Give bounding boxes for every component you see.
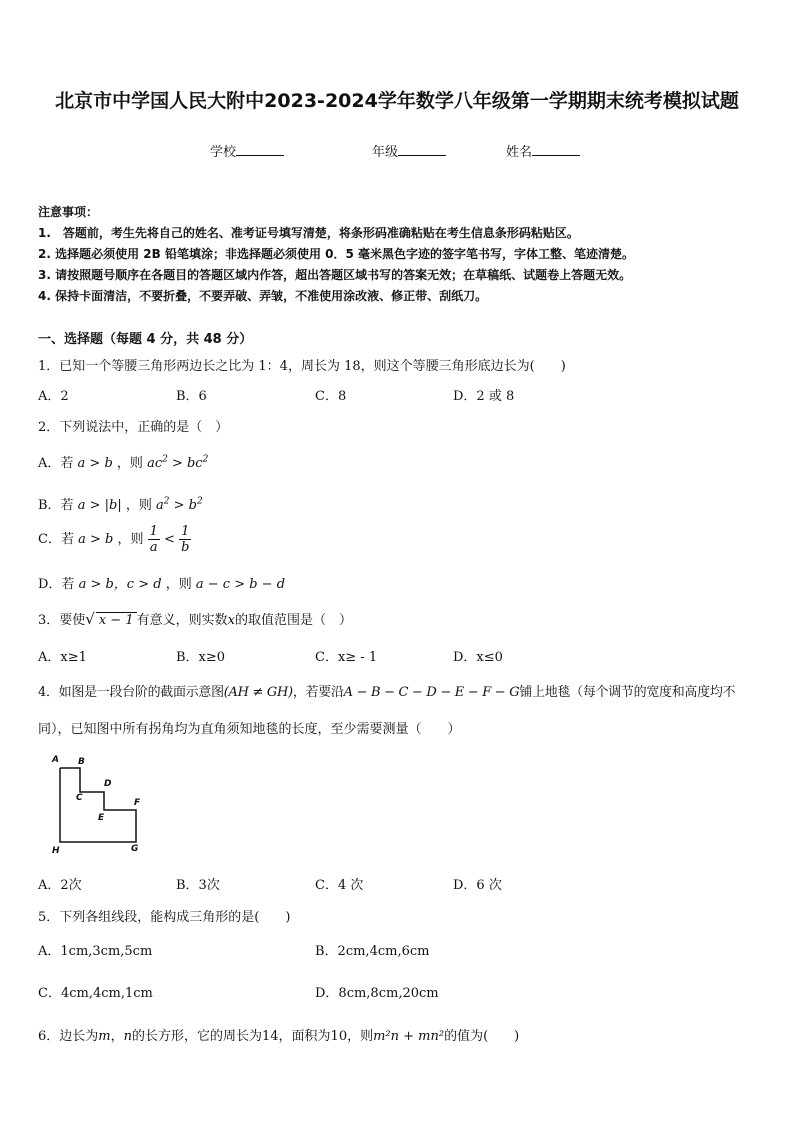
section-heading: 一、选择题（每题 4 分，共 48 分）: [38, 332, 253, 347]
notice-heading: 注意事项：: [38, 205, 99, 219]
notice-item-3: 3. 请按照题号顺序在各题目的答题区域内作答，超出答题区域书写的答案无效；在草稿纸、试题卷上答题无效。: [38, 268, 632, 282]
label-a: A: [52, 755, 59, 765]
q6-prefix: 6．边长为: [38, 1029, 99, 1044]
q6-var-m: m: [98, 1029, 111, 1044]
staircase-figure: [40, 752, 150, 856]
q4-condition: (AH ≠ GH): [223, 685, 293, 700]
question-2-text: 2．下列说法中，正确的是（ ）: [38, 420, 229, 435]
q2-c-prefix: C．若: [38, 532, 74, 547]
q3-option-b[interactable]: B．x≥0: [176, 650, 226, 665]
q2-b-then: ，则: [125, 498, 156, 513]
q2-a-result: $ac^2 > bc^2$: [147, 454, 209, 471]
name-field: [506, 141, 580, 160]
q1-option-c[interactable]: C．8: [315, 389, 347, 404]
q2-b-condition: a > |b|: [77, 498, 122, 513]
question-1-text: 1．已知一个等腰三角形两边长之比为 1：4，周长为 18，则这个等腰三角形底边长为( ): [38, 359, 566, 374]
q2-a-prefix: A．若: [38, 456, 74, 471]
q6-middle: 的长方形，它的周长为14，面积为10，则: [132, 1029, 374, 1044]
exam-title: 北京市中学国人民大附中2023-2024学年数学八年级第一学期期末统考模拟试题: [55, 90, 739, 112]
q2-option-b[interactable]: [38, 494, 203, 513]
q6-var-n: n: [123, 1029, 132, 1044]
question-4-line-1: [38, 681, 735, 700]
q2-option-a[interactable]: [38, 452, 208, 471]
q4-option-c[interactable]: C．4 次: [315, 878, 364, 893]
question-4-line-2: 同），已知图中所有拐角均为直角须知地毯的长度，至少需要测量（ ）: [38, 722, 461, 737]
q5-option-a[interactable]: A．1cm,3cm,5cm: [38, 944, 153, 959]
q5-option-b[interactable]: B．2cm,4cm,6cm: [315, 944, 430, 959]
q2-c-frac-b: $\frac{1}{b}$: [181, 524, 190, 555]
q4-suffix: 铺上地毯（每个调节的宽度和高度均不: [519, 685, 736, 700]
q2-c-then: ，则: [117, 532, 144, 547]
q4-option-b[interactable]: B．3次: [176, 878, 220, 893]
q5-option-d[interactable]: D．8cm,8cm,20cm: [315, 986, 439, 1001]
q2-a-then: ，则: [116, 456, 143, 471]
notice-item-2: 2. 选择题必须使用 2B 铅笔填涂；非选择题必须使用 0．5 毫米黑色字迹的签字笔书写，字体工整、笔迹清楚。: [38, 247, 634, 261]
q2-d-condition: a > b，c > d: [78, 577, 162, 592]
staircase-diagram: [40, 752, 150, 856]
q2-d-then: ，则: [165, 577, 192, 592]
question-6-text: [38, 1025, 519, 1044]
label-f: F: [134, 798, 141, 808]
q3-prefix: 3．要使: [38, 613, 86, 628]
grade-blank: [398, 143, 446, 156]
q3-middle: 有意义，则实数: [136, 613, 228, 628]
school-label: 学校: [210, 145, 237, 160]
q3-option-a[interactable]: A．x≥1: [38, 650, 87, 665]
question-5-text: 5．下列各组线段，能构成三角形的是( ): [38, 910, 291, 925]
name-blank: [532, 143, 580, 156]
label-h: H: [52, 846, 60, 856]
label-e: E: [98, 813, 105, 823]
school-blank: [236, 143, 284, 156]
q1-option-a[interactable]: A．2: [38, 389, 69, 404]
label-d: D: [104, 779, 112, 789]
q6-sep: ，: [110, 1029, 124, 1044]
q2-a-condition: a > b: [77, 456, 113, 471]
q2-b-result: $a^2 > b^2$: [155, 496, 203, 513]
grade-field: [372, 141, 446, 160]
q4-option-d[interactable]: D．6 次: [453, 878, 502, 893]
q2-a-result-lhs: ac: [147, 456, 163, 471]
notice-item-1: 1. 答题前，考生先将自己的姓名、准考证号填写清楚，将条形码准确粘贴在考生信息条形码粘贴区。: [38, 226, 579, 240]
q2-c-frac-a: $\frac{1}{a}$: [149, 524, 158, 555]
q3-option-c[interactable]: C．x≥ - 1: [315, 650, 378, 665]
q4-prefix: 4．如图是一段台阶的截面示意图: [38, 685, 224, 700]
q6-suffix: 的值为( ): [444, 1029, 520, 1044]
q2-d-result: a − c > b − d: [195, 577, 286, 592]
q2-d-prefix: D．若: [38, 577, 75, 592]
grade-label: 年级: [372, 145, 399, 160]
q2-option-d[interactable]: [38, 573, 285, 592]
q3-variable: x: [227, 613, 235, 628]
label-b: B: [78, 757, 85, 767]
q1-option-b[interactable]: B．6: [176, 389, 207, 404]
q2-option-c[interactable]: C．若 a > b ，则 $\frac{1}{a}$ < $\frac{1}{b}$: [38, 524, 190, 555]
q6-expression: m²n + mn²: [373, 1029, 445, 1044]
q5-option-c[interactable]: C．4cm,4cm,1cm: [38, 986, 153, 1001]
question-3-text: 3．要使√ x − 1 有意义，则实数x的取值范围是（ ）: [38, 610, 352, 628]
label-c: C: [76, 793, 83, 803]
staircase-outline: [60, 768, 136, 842]
q2-b-prefix: B．若: [38, 498, 74, 513]
q2-c-condition: a > b: [78, 532, 114, 547]
q4-option-a[interactable]: A．2次: [38, 878, 82, 893]
q4-middle: ，若要沿: [292, 685, 344, 700]
q3-option-d[interactable]: D．x≤0: [453, 650, 503, 665]
q3-suffix: 的取值范围是（ ）: [234, 613, 352, 628]
notice-item-4: 4. 保持卡面清洁，不要折叠，不要弄破、弄皱，不准使用涂改液、修正带、刮纸刀。: [38, 289, 488, 303]
label-g: G: [131, 844, 139, 854]
q4-path: A − B − C − D − E − F − G: [343, 685, 520, 700]
school-field: [210, 141, 284, 160]
q3-radicand: x − 1: [96, 612, 137, 628]
q1-option-d[interactable]: D．2 或 8: [453, 389, 515, 404]
name-label: 姓名: [506, 145, 533, 160]
